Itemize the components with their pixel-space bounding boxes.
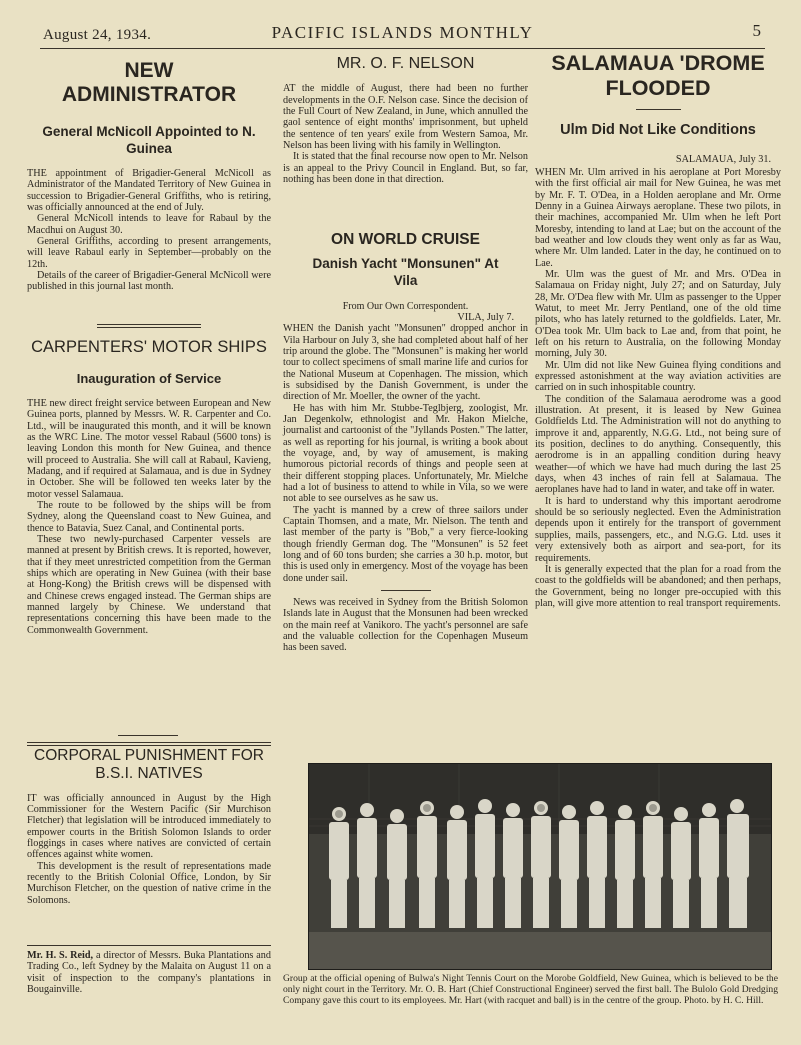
subheadline: Ulm Did Not Like Conditions <box>560 122 756 139</box>
article-carpenters-motor-ships <box>27 338 271 636</box>
photo-illustration <box>309 764 771 969</box>
paragraph: Mr. Ulm was the guest of Mr. and Mrs. O'Dea in Salamaua on Friday night, July 27; and on Saturday, July 28, Mr. O'Dea flew with Mr. Ulm as passenger to the Upper Watut, to meet Mr. Jerry Pentland, one of the old time pilots, who has lately returned to the goldfields. Later, Mr. O'Dea took Mr. Ulm back to Lae and, from that point, he left on his return to Australia, on the following Monday morning, July 30. <box>535 268 781 360</box>
headline-line2: FLOODED <box>605 75 711 100</box>
masthead <box>40 20 765 49</box>
paragraph: AT the middle of August, there had been no further developments in the O.F. Nelson case. Since the decision of the Full Court of New Zealand, in June, which annulled the gaol sentence of eight months' imprisonment, but upheld the sentence of ten years' exile from Western Samoa, Mr. Nelson has been living with his family in Wellington. <box>283 83 528 152</box>
article-nelson <box>283 55 528 185</box>
subheadline: General McNicoll Appointed to N. Guinea <box>42 124 256 156</box>
issue-date: August 24, 1934. <box>43 27 152 43</box>
photo-caption: Group at the official opening of Bulwa's Night Tennis Court on the Morobe Goldfield, New Guinea, which is believed to be the only night court in the Territory. Mr. O. B. Hart (Chief Constructional Engineer) served the first ball. The Bulolo Gold Dredging Company gave this court to its employees. Mr. Hart (with racquet and ball) is in the centre of the group. Photo. by H. C. Hill. <box>283 973 778 1006</box>
paragraph: General Griffiths, according to present arrangements, will leave Rabaul early in September—probably on the 12th. <box>27 236 271 270</box>
paragraph: It is stated that the final recourse now open to Mr. Nelson is an appeal to the Privy Council in England. But, so far, nothing has been done in that direction. <box>283 151 528 186</box>
paragraph: WHEN the Danish yacht "Monsunen" dropped anchor in Vila Harbour on July 3, she had completed about half of her trip around the globe. The "Monsunen" is making her world tour to collect specimens of small marine life and curios for the National Museum at Copenhagen. The mission, which is subsidised by the Danish Government, is under the direction of Mr. Moeller, the owner of the yacht. <box>283 323 528 403</box>
paragraph: It is hard to understand why this important aerodrome should be so seriously neglected. Even the Administration depends upon it entirely for the transport of government supplies, mails, passengers, etc., and N.G.G. Ltd. uses it very extensively both as airport and sea-port, for its requirements. <box>535 495 781 564</box>
paragraph: WHEN Mr. Ulm arrived in his aeroplane at Port Moresby with the first official air mail for New Guinea, he was met by Mr. F. T. O'Dea, in a Holden aeroplane and Mr. Orme Denny in a Guinea Airways aeroplane. These two pilots, in their machines, accompanied Mr. Ulm when he left Port Moresby, intending to land at Lae; but on the account of the bad weather and low clouds they went only as far as Wau, where Mr. Ulm landed. Later in the day, he continued on to Lae. <box>535 166 781 269</box>
article-body <box>27 398 271 636</box>
paragraph: This development is the result of representations made recently to the British Colonial Office, London, by Sir Murchison Fletcher, on the question of native crime in the Solomons. <box>27 860 271 906</box>
paragraph: It is generally expected that the plan for a road from the coast to the goldfields will be abandoned; and then perhaps, the Government, being no longer pre-occupied with this plan, will give more attention to real transport requirements. <box>535 563 781 609</box>
paragraph: Mr. Ulm did not like New Guinea flying conditions and expressed astonishment at the way aviation activities are carried on in such inhospitable country. <box>535 359 781 394</box>
article-salamaua-drome <box>535 52 781 609</box>
divider <box>97 324 201 328</box>
person-name: Mr. H. S. Reid, <box>27 950 94 961</box>
paragraph: He has with him Mr. Stubbe-Teglbjerg, zoologist, Mr. Jan Degenkolw, ethnologist and Mr. Hakon Mielche, journalist and cartoonist of the "Jyllands Posten." The latter, as well as reporting for his journal, is writing a book about the voyage, and, by way of amusement, is making humorous pictorial records of things and people seen at their different stopping places. Unfortunately, Mr. Mielche had a lot of business to attend to while in Vila, so we were not able to see ourselves as he saw us. <box>283 402 528 505</box>
paragraph: The route to be followed by the ships will be from Sydney, along the Queensland coast to New Guinea, and thence to Batavia, Suez Canal, and Continental ports. <box>27 499 271 534</box>
headline: CARPENTERS' MOTOR SHIPS <box>31 338 267 356</box>
dateline: VILA, July 7. <box>457 312 514 324</box>
headline-administrator: ADMINISTRATOR <box>61 83 237 107</box>
divider <box>636 109 681 110</box>
paragraph: These two newly-purchased Carpenter vessels are manned at present by British crews. It is reported, however, that if they meet unrestricted competition from the German ships which are operating in New Guinea (with their base at Hong-Kong) the British crews will be dispensed with and Chinese crews engaged instead. The German ships are manned largely by Chinese. We understand that representations concerning this have been made to the Commonwealth Government. <box>27 533 271 636</box>
article-body <box>27 168 271 293</box>
article-update <box>283 597 528 654</box>
article-world-cruise <box>283 232 528 654</box>
headline: MR. O. F. NELSON <box>336 55 475 72</box>
headline-line1: SALAMAUA 'DROME <box>551 51 765 75</box>
news-brief-reid <box>27 950 271 995</box>
publication-title: PACIFIC ISLANDS MONTHLY <box>271 23 534 42</box>
article-new-administrator <box>27 60 271 293</box>
page-number: 5 <box>752 21 761 40</box>
paragraph: THE appointment of Brigadier-General McNicoll as Administrator of the Mandated Territory of New Guinea in succession to Brigadier-General Griffiths, who is retiring, was officially announced at the end of July. <box>27 168 271 214</box>
paragraph: THE new direct freight service between European and New Guinea ports, planned by Messrs. W. R. Carpenter and Co. Ltd., will be inaugurated this month, and it will be known as the WRC Line. The motor vessel Rabaul (5600 tons) is leaving London this month for New Guinea, and thence will proceed to Australia. She will call at Rabaul, Kavieng, Madang, and if required at Salamaua, and is due in Sydney in October. She will be followed ten weeks later by the motor vessel Salamaua. <box>27 397 271 500</box>
brief-text: a director of Messrs. Buka Plantations and Trading Co., left Sydney by the Malaita on August 11 on a visit of inspection to the company's plantations in Bougainville. <box>27 950 271 996</box>
correspondent-line: From Our Own Correspondent. <box>342 301 469 313</box>
headline-new: NEW <box>124 59 174 82</box>
subheadline: Inauguration of Service <box>76 370 222 386</box>
article-body <box>535 167 781 609</box>
paragraph: Details of the career of Brigadier-General McNicoll were published in this journal last month. <box>27 270 271 293</box>
subheadline: Danish Yacht "Monsunen" At Vila <box>312 256 499 288</box>
group-photo <box>308 763 772 970</box>
paragraph: The yacht is manned by a crew of three sailors under Captain Thomsen, and a mate, Mr. Nielson. The tenth and last member of the party is "Bob," a very fierce-looking though friendly German dog. The "Monsunen" is 52 feet long and of 60 tons burden; she carries a 30 h.p. motor, but this is used only in emergency. Most of the voyage has been done under sail. <box>283 504 528 584</box>
divider <box>27 742 271 746</box>
divider <box>118 735 178 736</box>
divider <box>27 945 271 946</box>
paragraph: The condition of the Salamaua aerodrome was a good illustration. At present, it is leased by New Guinea Goldfields Ltd. The Administration will not do anything to improve it and, apparently, N.G.G. Ltd., not being sure of its position, declines to do anything. Consequently, this aerodrome is in an appalling condition during heavy weather—of which we have had much during the last 25 days, when 43 inches of rain fell at Salamaua. The aeroplanes have had to land in water, and take off in water. <box>535 393 781 496</box>
paragraph: General McNicoll intends to leave for Rabaul by the Macdhui on August 30. <box>27 213 271 236</box>
article-body <box>27 793 271 906</box>
brief-body <box>27 950 271 995</box>
paragraph: IT was officially announced in August by the High Commissioner for the Western Pacific (Sir Murchison Fletcher) that legislation will be introduced immediately to empower courts in the British Solomon Islands to order floggings in cases where natives are convicted of certain offences against white women. <box>27 792 271 861</box>
article-corporal-punishment <box>27 747 271 906</box>
article-body <box>283 83 528 185</box>
headline: ON WORLD CRUISE <box>331 231 480 248</box>
headline: CORPORAL PUNISHMENT FOR B.S.I. NATIVES <box>34 747 264 782</box>
paragraph: News was received in Sydney from the British Solomon Islands late in August that the Monsunen had been wrecked on the main reef at Vanikoro. The yacht's personnel are safe and the valuable collection for the Copenhagen Museum has been saved. <box>283 597 528 654</box>
article-body <box>283 323 528 584</box>
dateline: SALAMAUA, July 31. <box>675 153 771 165</box>
divider <box>381 590 431 591</box>
